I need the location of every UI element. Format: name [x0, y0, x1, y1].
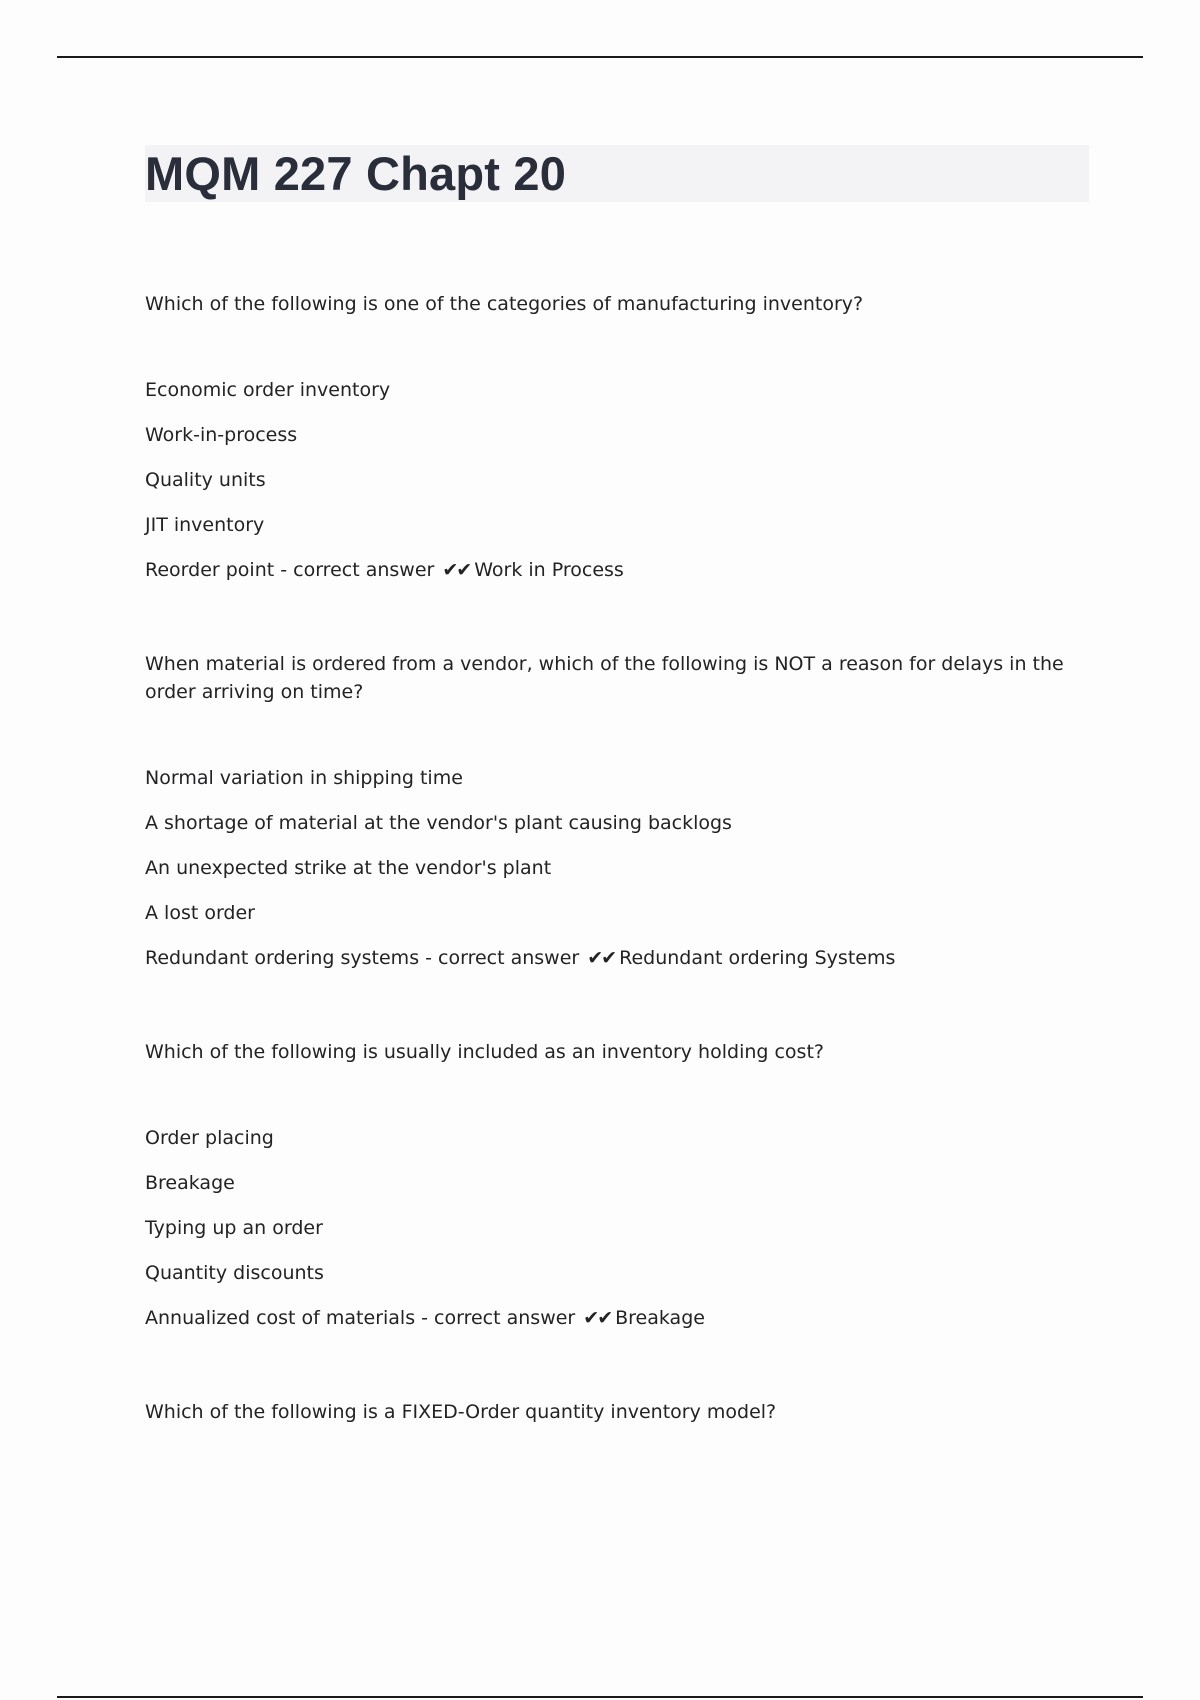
option-item: Quantity discounts [145, 1262, 324, 1284]
question-block [145, 650, 1085, 972]
option-item: JIT inventory [145, 514, 265, 536]
option-item: Work-in-process [145, 424, 298, 446]
question-block [145, 1398, 1085, 1426]
option-list [145, 764, 1085, 972]
page-title: MQM 227 Chapt 20 [145, 147, 567, 200]
answer-line [145, 556, 1085, 584]
option-item: Reorder point [145, 559, 275, 581]
option-list [145, 376, 1085, 584]
answer-prefix: - correct answer [274, 559, 441, 581]
question-text: Which of the following is one of the categories of manufacturing inventory? [145, 293, 864, 315]
option-item: A shortage of material at the vendor's plant causing backlogs [145, 812, 732, 834]
question-block [145, 1038, 1085, 1332]
answer-line [145, 1304, 1085, 1332]
option-item: Normal variation in shipping time [145, 767, 463, 789]
double-check-icon: ✔✔ [442, 559, 471, 581]
question-text: Which of the following is a FIXED-Order quantity inventory model? [145, 1401, 777, 1423]
double-check-icon: ✔✔ [587, 947, 616, 969]
question-block [145, 290, 1085, 584]
question-list [145, 290, 1085, 1426]
double-check-icon: ✔✔ [583, 1307, 612, 1329]
option-item: Annualized cost of materials [145, 1307, 416, 1329]
option-list [145, 1124, 1085, 1332]
option-item: A lost order [145, 902, 255, 924]
answer-prefix: - correct answer [419, 947, 586, 969]
answer-prefix: - correct answer [415, 1307, 582, 1329]
footer-rule [57, 1696, 1143, 1698]
option-item: An unexpected strike at the vendor's plant [145, 857, 552, 879]
correct-answer: Breakage [615, 1307, 705, 1329]
correct-answer: Redundant ordering Systems [619, 947, 896, 969]
option-item: Order placing [145, 1127, 274, 1149]
option-item: Quality units [145, 469, 266, 491]
question-text: When material is ordered from a vendor, which of the following is NOT a reason for delays in the order arriving on time? [145, 653, 1064, 703]
header-rule [57, 56, 1143, 58]
option-item: Redundant ordering systems [145, 947, 420, 969]
option-item: Breakage [145, 1172, 235, 1194]
answer-line [145, 944, 1085, 972]
correct-answer: Work in Process [474, 559, 624, 581]
question-text: Which of the following is usually included as an inventory holding cost? [145, 1041, 824, 1063]
option-item: Economic order inventory [145, 379, 391, 401]
option-item: Typing up an order [145, 1217, 323, 1239]
